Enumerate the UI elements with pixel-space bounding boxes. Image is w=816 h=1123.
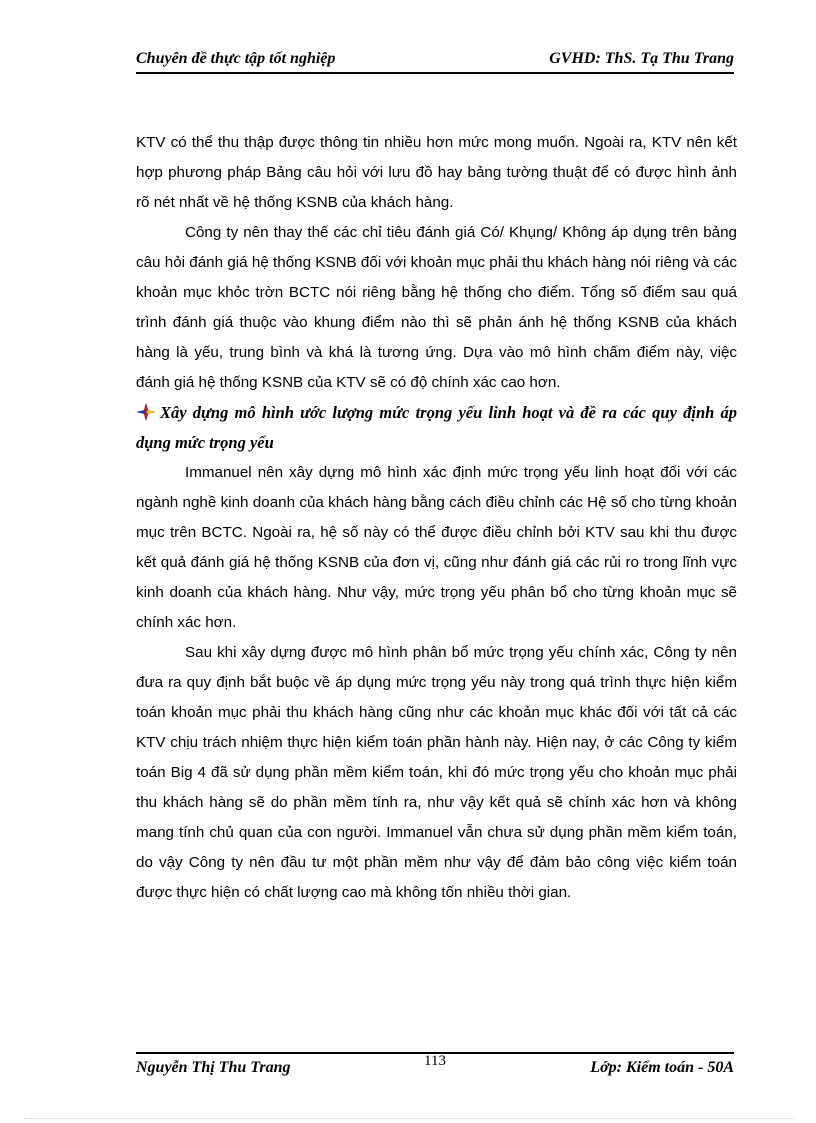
paragraph-1: KTV có thể thu thập được thông tin nhiều hơn mức mong muốn. Ngoài ra, KTV nên kết hợp phương pháp Bảng câu hỏi với lưu đồ hay bảng tường thuật để có được hình ảnh rõ nét nhất về hệ thống KSNB của khách hàng. bbox=[136, 134, 737, 211]
paragraph-3: Immanuel nên xây dựng mô hình xác định mức trọng yếu linh hoạt đối với các ngành nghề kinh doanh của khách hàng bằng cách điều chỉnh các Hệ số cho từng khoản mục trên BCTC. Ngoài ra, hệ số này có thể được điều chỉnh bởi KTV sau khi thu được kết quả đánh giá hệ thống KSNB của đơn vị, cũng như đánh giá các rủi ro trong lĩnh vực kinh doanh của khách hàng. Như vậy, mức trọng yếu phân bổ cho từng khoản mục sẽ chính xác hơn. bbox=[136, 464, 737, 631]
document-body bbox=[136, 128, 737, 908]
footer-author: Nguyễn Thị Thu Trang bbox=[136, 1059, 291, 1076]
section-heading bbox=[136, 398, 737, 458]
header-title: Chuyên đề thực tập tốt nghiệp bbox=[136, 50, 336, 67]
section-heading-text: Xây dựng mô hình ước lượng mức trọng yếu linh hoạt và đề ra các quy định áp dụng mức trọng yếu bbox=[136, 403, 737, 452]
header-supervisor: GVHD: ThS. Tạ Thu Trang bbox=[549, 50, 734, 67]
paragraph-2: Công ty nên thay thế các chỉ tiêu đánh giá Có/ Khụng/ Không áp dụng trên bảng câu hỏi đánh giá hệ thống KSNB đối với khoản mục phải thu khách hàng nói riêng và các khoản mục khỏc trờn BCTC nói riêng bằng hệ thống cho điểm. Tổng số điểm sau quá trình đánh giá thuộc vào khung điểm nào thì sẽ phản ánh hệ thống KSNB của khách hàng là yếu, trung bình và khá là tương ứng. Dựa vào mô hình chấm điểm này, việc đánh giá hệ thống KSNB của KTV sẽ có độ chính xác cao hơn. bbox=[136, 224, 737, 391]
page-header bbox=[136, 44, 734, 74]
page-edge-divider bbox=[24, 1118, 794, 1119]
compass-star-icon bbox=[136, 403, 156, 421]
paragraph-4: Sau khi xây dựng được mô hình phân bổ mức trọng yếu chính xác, Công ty nên đưa ra quy định bắt buộc về áp dụng mức trọng yếu này trong quá trình thực hiện kiểm toán khoản mục phải thu khách hàng cũng như các khoản mục khác đối với tất cả các KTV chịu trách nhiệm thực hiện kiểm toán phần hành này. Hiện nay, ở các Công ty kiểm toán Big 4 đã sử dụng phần mềm kiểm toán, khi đó mức trọng yếu cho khoản mục phải thu khách hàng sẽ do phần mềm tính ra, như vậy kết quả sẽ chính xác hơn và không mang tính chủ quan của con người. Immanuel vẫn chưa sử dụng phần mềm kiểm toán, do vậy Công ty nên đầu tư một phần mềm như vậy để đảm bảo công việc kiểm toán được thực hiện có chất lượng cao mà không tốn nhiều thời gian. bbox=[136, 644, 737, 901]
page-footer bbox=[136, 1052, 734, 1080]
page-number: 113 bbox=[424, 1053, 446, 1069]
footer-class: Lớp: Kiểm toán - 50A bbox=[590, 1059, 734, 1076]
